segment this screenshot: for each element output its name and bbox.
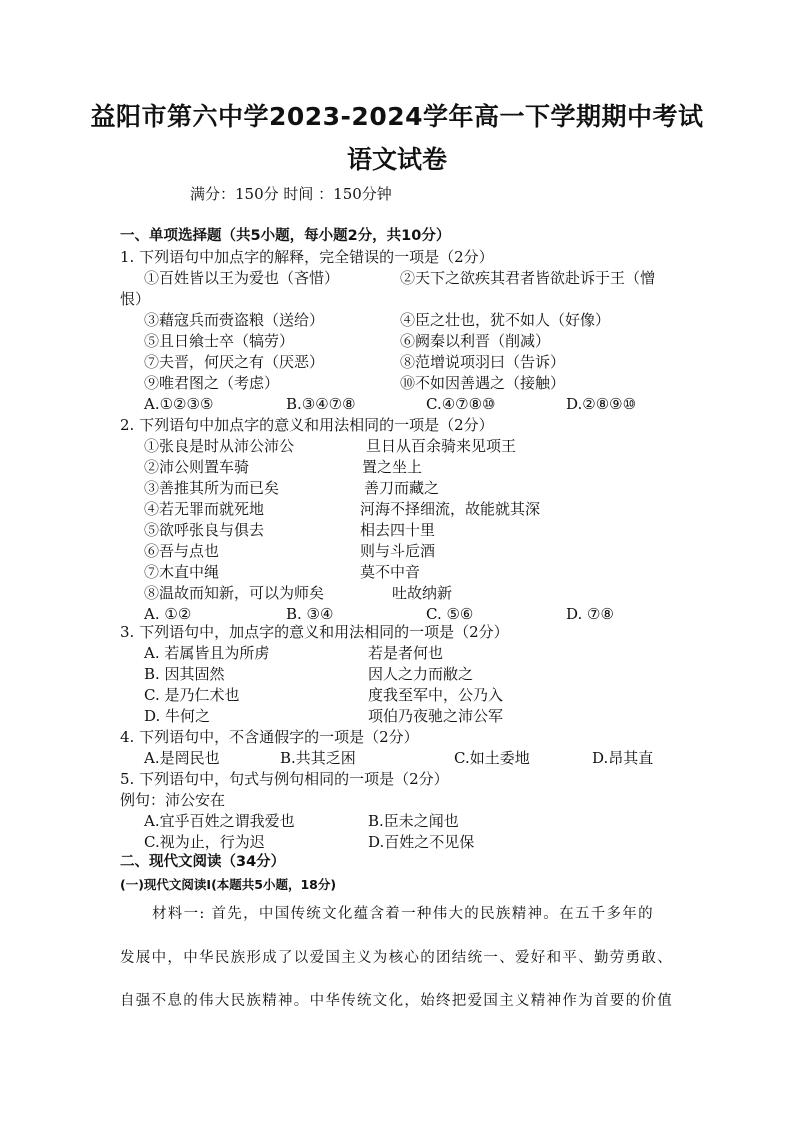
- q2-option-a: A. ①②: [144, 605, 192, 623]
- q1-item: ①百姓皆以王为爱也（吝惜）: [144, 269, 340, 287]
- q5-option-c: C.视为止，行为迟: [144, 833, 265, 851]
- q5-stem: 5. 下列语句中，句式与例句相同的一项是（2分）: [120, 770, 449, 788]
- q2-pair-right: 河海不择细流，故能就其深: [360, 500, 541, 518]
- q2-option-c: C. ⑤⑥: [426, 605, 474, 623]
- q2-pair-left: ⑥吾与点也: [144, 542, 220, 560]
- q1-item: ④臣之壮也，犹不如人（好像）: [400, 311, 611, 329]
- q2-pair-right: 善刀而藏之: [364, 479, 440, 497]
- q4-option-c: C.如土委地: [454, 749, 530, 767]
- q1-item: ⑦夫晋，何厌之有（厌恶）: [144, 353, 325, 371]
- q4-stem: 4. 下列语句中，不含通假字的一项是（2分）: [120, 728, 419, 746]
- q3-pair-left: D. 牛何之: [144, 707, 211, 725]
- q1-item: ⑤且日飨士卒（犒劳）: [144, 332, 295, 350]
- q2-pair-left: ①张良是时从沛公沛公: [144, 437, 295, 455]
- q4-option-d: D.昂其直: [592, 749, 654, 767]
- q3-pair-left: B. 因其固然: [144, 665, 225, 683]
- q3-pair-right: 项伯乃夜驰之沛公军: [368, 707, 504, 725]
- q3-stem: 3. 下列语句中，加点字的意义和用法相同的一项是（2分）: [120, 623, 509, 641]
- q2-stem: 2. 下列语句中加点字的意义和用法相同的一项是（2分）: [120, 416, 494, 434]
- q1-option-a: A.①②③⑤: [144, 395, 214, 413]
- q2-pair-left: ⑤欲呼张良与俱去: [144, 521, 265, 539]
- q2-pair-right: 相去四十里: [360, 521, 436, 539]
- q2-pair-right: 旦日从百余骑来见项王: [366, 437, 517, 455]
- exam-subtitle: 语文试卷: [346, 145, 447, 174]
- q5-example: 例句：沛公安在: [120, 791, 226, 809]
- q3-pair-left: C. 是乃仁术也: [144, 686, 240, 704]
- q1-item: ⑧范增说项羽曰（告诉）: [400, 353, 566, 371]
- q2-pair-left: ⑧温故而知新，可以为师矣: [144, 584, 325, 602]
- q1-item: ⑩不如因善遇之（接触）: [400, 374, 566, 392]
- q2-pair-right: 则与斗卮酒: [360, 542, 436, 560]
- q2-pair-left: ⑦木直中绳: [144, 563, 220, 581]
- q2-pair-right: 置之坐上: [362, 458, 423, 476]
- q3-pair-right: 度我至军中，公乃入: [368, 686, 504, 704]
- passage-line: 自强不息的伟大民族精神。中华传统文化，始终把爱国主义精神作为首要的价值: [120, 993, 673, 1009]
- q2-pair-right: 莫不中音: [360, 563, 421, 581]
- q1-item: ⑥阙秦以利晋（削减）: [400, 332, 551, 350]
- section-1-heading: 一、单项选择题（共5小题，每小题2分，共10分）: [120, 228, 451, 244]
- q2-pair-left: ④若无罪而就死地: [144, 500, 265, 518]
- q1-item: ⑨唯君图之（考虑）: [144, 374, 280, 392]
- q5-option-b: B.臣未之闻也: [368, 812, 459, 830]
- q1-item: ②天下之欲疾其君者皆欲赴诉于王（憎: [400, 269, 656, 287]
- q3-pair-right: 若是者何也: [368, 644, 444, 662]
- q2-pair-right: 吐故纳新: [392, 584, 453, 602]
- q4-option-b: B.共其乏困: [280, 749, 356, 767]
- passage-line: 发展中，中华民族形成了以爱国主义为核心的团结统一、爱好和平、勤劳勇敢、: [120, 950, 673, 966]
- q1-item: ③藉寇兵而赍盗粮（送给）: [144, 311, 325, 329]
- q1-option-d: D.②⑧⑨⑩: [566, 395, 637, 413]
- q2-option-d: D. ⑦⑧: [566, 605, 614, 623]
- q3-pair-right: 因人之力而敝之: [368, 665, 474, 683]
- q4-option-a: A.是罔民也: [144, 749, 220, 767]
- passage-line: 材料一: 首先，中国传统文化蕴含着一种伟大的民族精神。在五千多年的: [152, 906, 654, 922]
- q1-item-wrap: 恨）: [120, 290, 151, 308]
- q1-option-b: B.③④⑦⑧: [286, 395, 356, 413]
- section-2-heading: 二、现代文阅读（34分）: [120, 854, 286, 870]
- exam-title: 益阳市第六中学2023-2024学年高一下学期期中考试: [90, 102, 704, 131]
- section-2-subheading: (一)现代文阅读Ⅰ(本题共5小题，18分): [120, 877, 337, 892]
- q3-pair-left: A. 若属皆且为所虏: [144, 644, 270, 662]
- q2-option-b: B. ③④: [286, 605, 334, 623]
- q2-pair-left: ②沛公则置车骑: [144, 458, 250, 476]
- q5-option-d: D.百姓之不见保: [368, 833, 475, 851]
- q5-option-a: A.宜乎百姓之谓我爱也: [144, 812, 295, 830]
- score-time-info: 满分：150分 时间 ：150分钟: [190, 185, 392, 203]
- q1-option-c: C.④⑦⑧⑩: [426, 395, 496, 413]
- q1-stem: 1. 下列语句中加点字的解释，完全错误的一项是（2分）: [120, 248, 494, 266]
- q2-pair-left: ③善推其所为而已矣: [144, 479, 280, 497]
